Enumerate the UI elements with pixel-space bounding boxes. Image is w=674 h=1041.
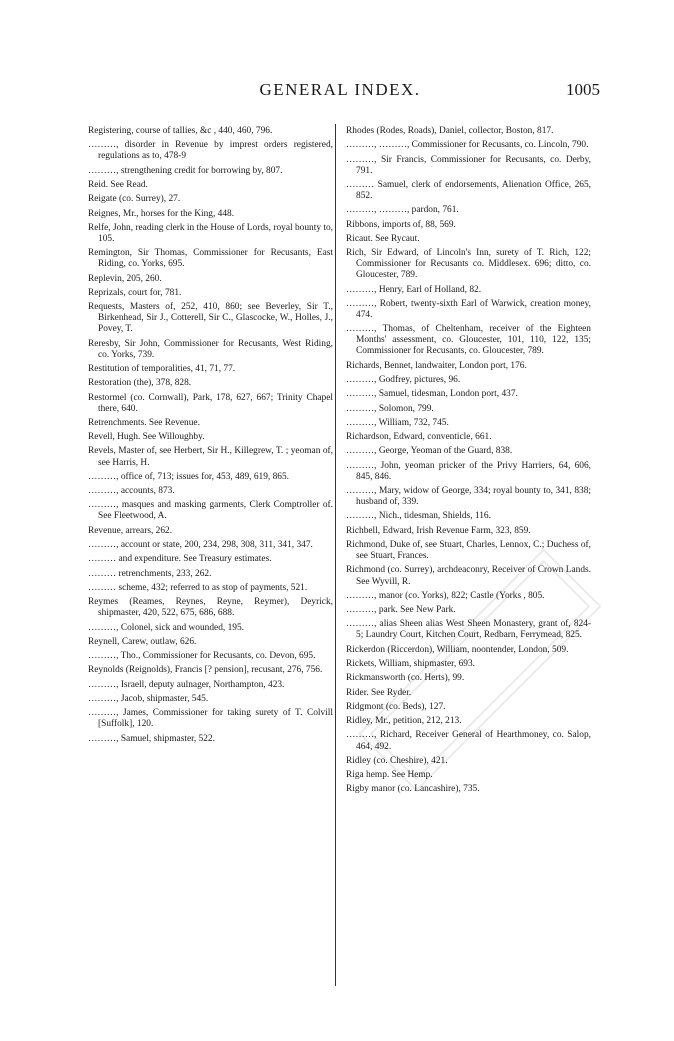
index-entry: Rickerdon (Riccerdon), William, noontender, London, 509. <box>346 644 569 655</box>
index-entry: Reid. See Read. <box>88 179 148 190</box>
index-entry: ………, masques and masking garments, Clerk Comptroller of. See Fleetwood, A. <box>88 500 333 522</box>
index-entry: Ridley (co. Cheshire), 421. <box>346 755 448 766</box>
index-entry: Registering, course of tallies, &c , 440, 460, 796. <box>88 126 273 136</box>
right-index-column <box>346 126 591 799</box>
index-entry: Ridgmont (co. Beds), 127. <box>346 701 446 712</box>
index-entry: Reignes, Mr., horses for the King, 448. <box>88 208 235 219</box>
index-entry: ………, Godfrey, pictures, 96. <box>346 375 461 386</box>
index-entry: Rickmansworth (co. Herts), 99. <box>346 673 465 684</box>
left-index-column <box>88 126 333 748</box>
index-entry: Rigby manor (co. Lancashire), 735. <box>346 784 480 795</box>
index-entry: ………, Samuel, tidesman, London port, 437. <box>346 389 518 400</box>
index-entry: ………, Henry, Earl of Holland, 82. <box>346 284 482 295</box>
index-entry: Richards, Bennet, landwaiter, London port, 176. <box>346 360 527 371</box>
page-header <box>80 80 600 104</box>
index-entry: ………, Richard, Receiver General of Hearthmoney, co. Salop, 464, 492. <box>346 730 591 752</box>
index-entry: Richmond (co. Surrey), archdeaconry, Receiver of Crown Lands. See Wyvill, R. <box>346 565 591 587</box>
index-entry: Reynolds (Reignolds), Francis [? pension], recusant, 276, 756. <box>88 665 323 676</box>
index-entry: ………, John, yeoman pricker of the Privy Harriers, 64, 606, 845, 846. <box>346 460 591 482</box>
index-entry: Rich, Sir Edward, of Lincoln's Inn, surety of T. Rich, 122; Commissioner for Recusants co. Middlesex. 696; ditto, co. Gloucester, 789. <box>346 248 591 281</box>
index-entry: ………, account or state, 200, 234, 298, 308, 311, 341, 347. <box>88 540 313 551</box>
index-entry: Remington, Sir Thomas, Commissioner for Recusants, East Riding, co. Yorks, 695. <box>88 248 333 270</box>
index-entry: ………, Colonel, sick and wounded, 195. <box>88 622 244 633</box>
index-entry: ………, Mary, widow of George, 334; royal bounty to, 341, 838; husband of, 339. <box>346 486 591 508</box>
index-entry: ………, alias Sheen alias West Sheen Monastery, grant of, 824-5; Laundry Court, Kitchen Court, Redbarn, Ferrymead, 825. <box>346 619 591 641</box>
index-entry: ………, disorder in Revenue by imprest orders registered, regulations as to, 478-9 <box>88 140 333 162</box>
index-entry: Restoration (the), 378, 828. <box>88 378 192 389</box>
index-entry: Riga hemp. See Hemp. <box>346 770 433 781</box>
index-entry: ……… and expenditure. See Treasury estimates. <box>88 554 272 565</box>
index-entry: ………, Israell, deputy aulnager, Northampton, 423. <box>88 679 285 690</box>
index-entry: Richardson, Edward, conventicle, 661. <box>346 432 492 443</box>
index-entry: Restitution of temporalities, 41, 71, 77. <box>88 363 236 374</box>
index-entry: ………, Tho., Commissioner for Recusants, co. Devon, 695. <box>88 651 316 662</box>
index-entry: ………, Sir Francis, Commissioner for Recusants, co. Derby, 791. <box>346 154 591 176</box>
index-entry: Reymes (Reames, Reynes, Reyne, Reymer), Deyrick, shipmaster, 420, 522, 675, 686, 688. <box>88 597 333 619</box>
index-entry: ……… retrenchments, 233, 262. <box>88 568 212 579</box>
index-entry: ………, Jacob, shipmaster, 545. <box>88 693 209 704</box>
index-entry: ………, office of, 713; issues for, 453, 489, 619, 865. <box>88 471 289 482</box>
index-entry: Relfe, John, reading clerk in the House of Lords, royal bounty to, 105. <box>88 222 333 244</box>
index-entry: ……… Samuel, clerk of endorsements, Alienation Office, 265, 852. <box>346 179 591 202</box>
index-entry: Reigate (co. Surrey), 27. <box>88 194 181 205</box>
index-entry: ………, accounts, 873. <box>88 486 175 497</box>
index-entry: Rider. See Ryder. <box>346 687 412 698</box>
index-entry: ………, William, 732, 745. <box>346 417 449 428</box>
index-entry: ………, strengthening credit for borrowing by, 807. <box>88 165 283 176</box>
index-entry: Richbell, Edward, Irish Revenue Farm, 323, 859. <box>346 525 531 536</box>
index-entry: ………, George, Yeoman of the Guard, 838. <box>346 446 513 457</box>
index-entry: Replevin, 205, 260. <box>88 273 162 284</box>
index-entry: Revenue, arrears, 262. <box>88 525 173 536</box>
index-entry: ………, ………, Commissioner for Recusants, co. Lincoln, 790. <box>346 140 589 151</box>
page-number: 1005 <box>566 80 600 99</box>
index-entry: Reresby, Sir John, Commissioner for Recusants, West Riding, co. Yorks, 739. <box>88 338 333 360</box>
index-entry: Ribbons, imports of, 88, 569. <box>346 219 456 230</box>
index-entry: ………, park. See New Park. <box>346 605 456 616</box>
index-entry: Requests, Masters of, 252, 410, 860; see Beverley, Sir T., Birkenhead, Sir J., Cotterell, Sir C., Glascocke, W., Holles, J., Povey, T. <box>88 302 333 335</box>
index-entry: ………, Solomon, 799. <box>346 403 434 414</box>
index-entry: ……… scheme, 432; referred to as stop of payments, 521. <box>88 582 308 593</box>
index-entry: Reprizals, court for, 781. <box>88 287 182 298</box>
index-entry: Richmond, Duke of, see Stuart, Charles, Lennox, C.; Duchess of, see Stuart, Frances. <box>346 540 591 562</box>
index-entry: Ridley, Mr., petition, 212, 213. <box>346 716 462 727</box>
index-entry: ………, manor (co. Yorks), 822; Castle (Yorks , 805. <box>346 590 545 601</box>
index-entry: Ricaut. See Rycaut. <box>346 233 420 244</box>
index-entry: ………, Robert, twenty-sixth Earl of Warwick, creation money, 474. <box>346 298 591 320</box>
index-entry: Rickets, William, shipmaster, 693. <box>346 659 476 669</box>
index-entry: ………, Nich., tidesman, Shields, 116. <box>346 511 491 522</box>
index-entry: Reynell, Carew, outlaw, 626. <box>88 636 197 647</box>
index-entry: Restormel (co. Cornwall), Park, 178, 627, 667; Trinity Chapel there, 640. <box>88 392 333 414</box>
index-entry: ………, ………, pardon, 761. <box>346 205 459 216</box>
index-entry: ………, Samuel, shipmaster, 522. <box>88 733 215 744</box>
index-entry: Revels, Master of, see Herbert, Sir H., Killegrew, T. ; yeoman of, see Harris, H. <box>88 446 333 468</box>
index-entry: Retrenchments. See Revenue. <box>88 417 200 428</box>
column-divider <box>335 124 336 986</box>
index-entry: Rhodes (Rodes, Roads), Daniel, collector, Boston, 817. <box>346 126 554 136</box>
page-title: GENERAL INDEX. <box>259 80 421 99</box>
index-entry: Revell, Hugh. See Willoughby. <box>88 432 205 443</box>
index-entry: ………, Thomas, of Cheltenham, receiver of the Eighteen Months' assessment, co. Gloucester, 101, 110, 122, 135; Commissioner for Recusants, co. Gloucester, 789. <box>346 324 591 357</box>
index-entry: ………, James, Commissioner for taking surety of T. Colvill [Suffolk], 120. <box>88 708 333 730</box>
